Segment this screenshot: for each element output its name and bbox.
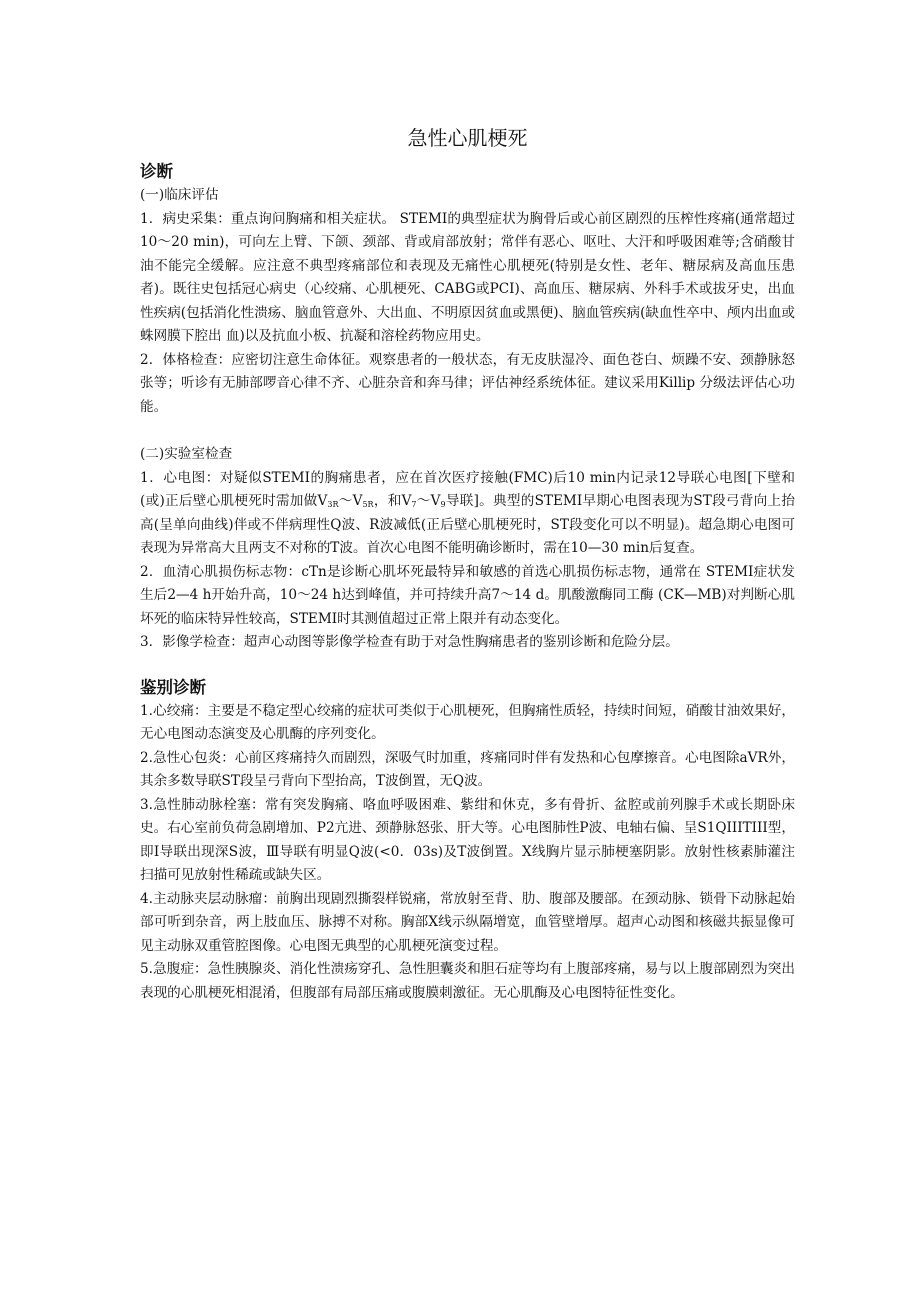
document-title: 急性心肌梗死	[407, 126, 528, 150]
differential-item-pericarditis: 2.急性心包炎：心前区疼痛持久而剧烈，深吸气时加重，疼痛同时伴有发热和心包摩擦音。心电图除aVR外，其余多数导联ST段呈弓背向下型抬高，T波倒置，无Q波。	[140, 749, 795, 789]
spacer	[140, 419, 795, 443]
spacer	[140, 655, 795, 675]
ecg-text-b: ～V	[338, 493, 363, 509]
imaging-paragraph: 3．影像学检查：超声心动图等影像学检查有助于对急性胸痛患者的鉴别诊断和危险分层。	[140, 634, 679, 650]
lead-subscript: 3R	[327, 500, 339, 509]
differential-item-angina: 1.心绞痛：主要是不稳定型心绞痛的症状可类似于心肌梗死，但胸痛性质轻，持续时间短，硝酸甘油效果好，无心电图动态演变及心肌酶的序列变化。	[140, 702, 795, 742]
lead-subscript: 7	[411, 500, 417, 509]
clinical-assessment-subheading: (一)临床评估	[140, 187, 219, 203]
document-page	[140, 122, 795, 1005]
biomarker-paragraph: 2．血清心肌损伤标志物：cTn是诊断心肌坏死最特异和敏感的首选心肌损伤标志物，通常在 STEMI症状发生后2—4 h开始升高，10～24 h达到峰值，并可持续升高7～14 d。肌酸激酶同工酶 (CK—MB)对判断心肌坏死的临床特异性较高，STEMI时其测值超过正常上限并有动态变化。	[140, 563, 795, 627]
differential-item-acute-abdomen: 5.急腹症：急性胰腺炎、消化性溃疡穿孔、急性胆囊炎和胆石症等均有上腹部疼痛，易与以上腹部剧烈为突出表现的心肌梗死相混淆，但腹部有局部压痛或腹膜刺激征。无心肌酶及心电图特征性变化。	[140, 961, 795, 1001]
ecg-text-c: ，和V	[373, 493, 412, 509]
ecg-text-d: ～V	[416, 493, 441, 509]
physical-exam-paragraph: 2．体格检查：应密切注意生命体征。观察患者的一般状态，有无皮肤湿冷、面色苍白、烦躁不安、颈静脉怒张等；听诊有无肺部啰音心律不齐、心脏杂音和奔马律；评估神经系统体征。建议采用Killip 分级法评估心功能。	[140, 351, 795, 415]
ecg-paragraph	[140, 467, 795, 561]
differential-item-pulmonary-embolism: 3.急性肺动脉栓塞：常有突发胸痛、咯血呼吸困难、紫绀和休克，多有骨折、盆腔或前列腺手术或长期卧床史。右心室前负荷急剧增加、P2亢进、颈静脉怒张、肝大等。心电图肺性P波、电轴右偏、呈S1QIIITIII型，即I导联出现深S波，Ⅲ导联有明显Q波(<0．03s)及T波倒置。X线胸片显示肺梗塞阴影。放射性核素肺灌注扫描可见放射性稀疏或缺失区。	[140, 796, 795, 883]
ecg-text-e: 导联]。典型的STEMI早期心电图表现为ST段弓背向上抬高(呈单向曲线)伴或不伴病理性Q波、R波减低(正后壁心肌梗死时，ST段变化可以不明显)。超急期心电图可表现为异常高大且两支不对称的T波。首次心电图不能明确诊断时，需在10—30 min后复查。	[140, 493, 795, 556]
ecg-text-a: 1．心电图：对疑似STEMI的胸痛患者，应在首次医疗接触(FMC)后10 min内记录12导联心电图[下壁和(或)正后壁心肌梗死时需加做V	[140, 469, 795, 509]
differential-item-aortic-dissection: 4.主动脉夹层动脉瘤：前胸出现剧烈撕裂样锐痛，常放射至背、肋、腹部及腰部。在颈动脉、锁骨下动脉起始部可听到杂音，两上肢血压、脉搏不对称。胸部X线示纵隔增宽，血管壁增厚。超声心动图和核磁共振显像可见主动脉双重管腔图像。心电图无典型的心肌梗死演变过程。	[140, 890, 795, 954]
lab-exam-subheading: (二)实验室检查	[140, 446, 233, 462]
differential-heading: 鉴别诊断	[140, 677, 206, 697]
lead-subscript: 9	[440, 500, 446, 509]
diagnosis-heading: 诊断	[140, 162, 173, 181]
history-paragraph: 1．病史采集：重点询问胸痛和相关症状。 STEMI的典型症状为胸骨后或心前区剧烈的压榨性疼痛(通常超过10～20 min)，可向左上臂、下颌、颈部、背或肩部放射；常伴有恶心、呕吐、大汗和呼吸困难等;含硝酸甘油不能完全缓解。应注意不典型疼痛部位和表现及无痛性心肌梗死(特别是女性、老年、糖尿病及高血压患者)。既往史包括冠心病史（心绞痛、心肌梗死、CABG或PCI)、高血压、糖尿病、外科手术或拔牙史，出血性疾病(包括消化性溃疡、脑血管意外、大出血、不明原因贫血或黑便)、脑血管疾病(缺血性卒中、颅内出血或蛛网膜下腔出 血)以及抗血小板、抗凝和溶栓药物应用史。	[140, 210, 795, 344]
lead-subscript: 5R	[362, 500, 374, 509]
